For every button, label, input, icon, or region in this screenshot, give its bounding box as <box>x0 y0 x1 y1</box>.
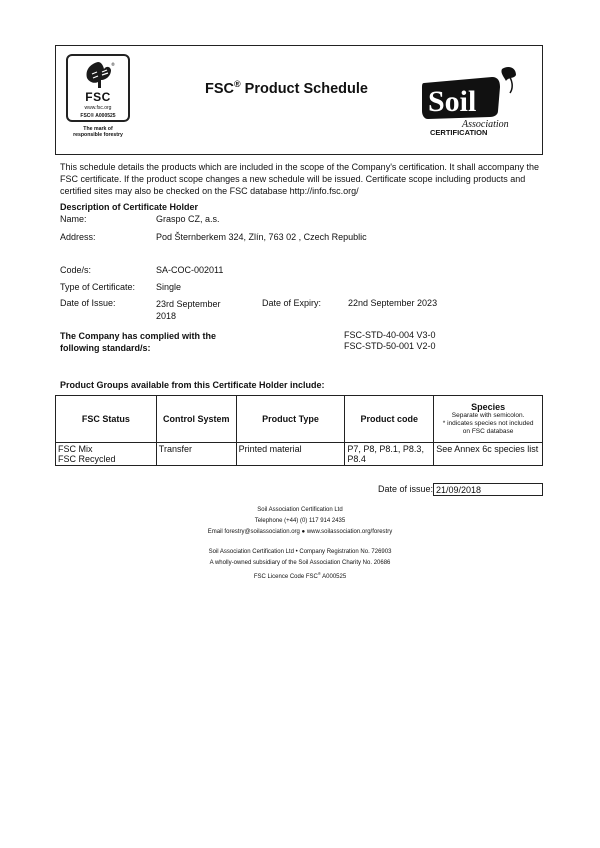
title-registered: ® <box>234 79 241 89</box>
expiry-label: Date of Expiry: <box>262 298 322 308</box>
footer-line5: A wholly-owned subsidiary of the Soil Association Charity No. 20686 <box>209 560 391 566</box>
standards-label <box>60 330 216 354</box>
cell-status-line1: FSC Mix <box>58 444 93 454</box>
fsc-tree-icon <box>80 60 118 90</box>
address-value: Pod Šternberkem 324, Zlín, 763 02 , Czech Republic <box>156 232 367 242</box>
cell-code <box>345 443 434 466</box>
footer-line6-pre: FSC Licence Code FSC <box>253 574 318 580</box>
cell-status-line2: FSC Recycled <box>58 454 116 464</box>
soil-association-logo <box>418 63 526 144</box>
title-rest: Product Schedule <box>240 80 368 97</box>
standards-label-line2: following standard/s: <box>60 343 151 353</box>
cell-control: Transfer <box>156 443 236 466</box>
col-product-type: Product Type <box>236 396 345 443</box>
footer-line1: Soil Association Certification Ltd <box>257 507 343 513</box>
code-label: Code/s: <box>60 265 92 275</box>
standards-list <box>344 330 436 352</box>
issue-value-line2: 2018 <box>156 311 177 321</box>
svg-text:®: ® <box>111 62 115 67</box>
product-groups-table <box>55 395 543 466</box>
standard-1: FSC-STD-40-004 V3-0 <box>344 330 436 340</box>
col-species <box>434 396 543 443</box>
cell-type: Printed material <box>236 443 345 466</box>
page-title <box>205 79 368 97</box>
col-fsc-status: FSC Status <box>56 396 157 443</box>
type-label: Type of Certificate: <box>60 282 136 292</box>
soil-logo-certification: CERTIFICATION <box>430 128 488 137</box>
issue-value-line1: 23rd September <box>156 299 221 309</box>
soil-logo-icon <box>418 63 526 139</box>
standards-label-line1: The Company has complied with the <box>60 331 217 341</box>
soil-logo-word: Soil <box>428 85 477 118</box>
footer-line4: Soil Association Certification Ltd • Company Registration No. 726903 <box>208 549 392 555</box>
fsc-mark-line2: responsible forestry <box>73 132 123 138</box>
groups-heading: Product Groups available from this Certificate Holder include: <box>60 380 325 390</box>
table-row <box>56 443 543 466</box>
footer-line6 <box>150 571 450 580</box>
footer-line2: Telephone (+44) (0) 117 914 2435 <box>254 518 346 524</box>
title-fsc: FSC <box>205 80 234 97</box>
table-header-row <box>56 396 543 443</box>
fsc-mark-line1: The mark of <box>83 126 113 132</box>
issue-value <box>156 298 221 322</box>
col-species-title: Species <box>471 402 506 412</box>
cell-status <box>56 443 157 466</box>
fsc-logo-word: FSC <box>85 90 111 104</box>
expiry-value: 22nd September 2023 <box>348 298 438 308</box>
col-species-sub1: Separate with semicolon. <box>451 412 525 419</box>
code-value: SA-COC-002011 <box>156 265 224 275</box>
footer-line6-sup: ® <box>317 571 321 576</box>
date-of-issue-label: Date of issue: <box>378 484 434 494</box>
col-product-code: Product code <box>345 396 434 443</box>
col-species-sub3: on FSC database <box>462 428 514 435</box>
col-control-system: Control System <box>156 396 236 443</box>
soil-logo-association: Association <box>462 119 509 130</box>
footer-line3: Email forestry@soilassociation.org ● www.soilassociation.org/forestry <box>207 529 393 535</box>
footer-line6-post: A000525 <box>320 574 347 580</box>
fsc-logo-licence: FSC® A000525 <box>80 113 116 119</box>
name-value: Graspo CZ, a.s. <box>156 214 220 224</box>
date-of-issue-value: 21/09/2018 <box>433 483 543 496</box>
name-label: Name: <box>60 214 87 224</box>
intro-paragraph: This schedule details the products which are included in the scope of the Company's certification. It shall accompany the FSC certificate. If the product scope changes a new schedule will be issued. Certificate scope including products and certified sites may also be checked on the FSC database http://info.fsc.org/ <box>60 162 539 196</box>
fsc-logo <box>66 54 130 122</box>
holder-heading: Description of Certificate Holder <box>60 202 199 212</box>
cell-code-line1: P7, P8, P8.1, P8.3, <box>347 444 424 454</box>
issue-label: Date of Issue: <box>60 298 116 308</box>
fsc-mark-caption <box>60 126 136 138</box>
standard-2: FSC-STD-50-001 V2-0 <box>344 341 436 351</box>
cell-species: See Annex 6c species list <box>434 443 543 466</box>
col-species-sub2: * indicates species not included <box>442 420 534 427</box>
type-value: Single <box>156 282 182 292</box>
address-label: Address: <box>60 232 96 242</box>
fsc-logo-url: www.fsc.org <box>84 105 112 111</box>
cell-code-line2: P8.4 <box>347 454 366 464</box>
